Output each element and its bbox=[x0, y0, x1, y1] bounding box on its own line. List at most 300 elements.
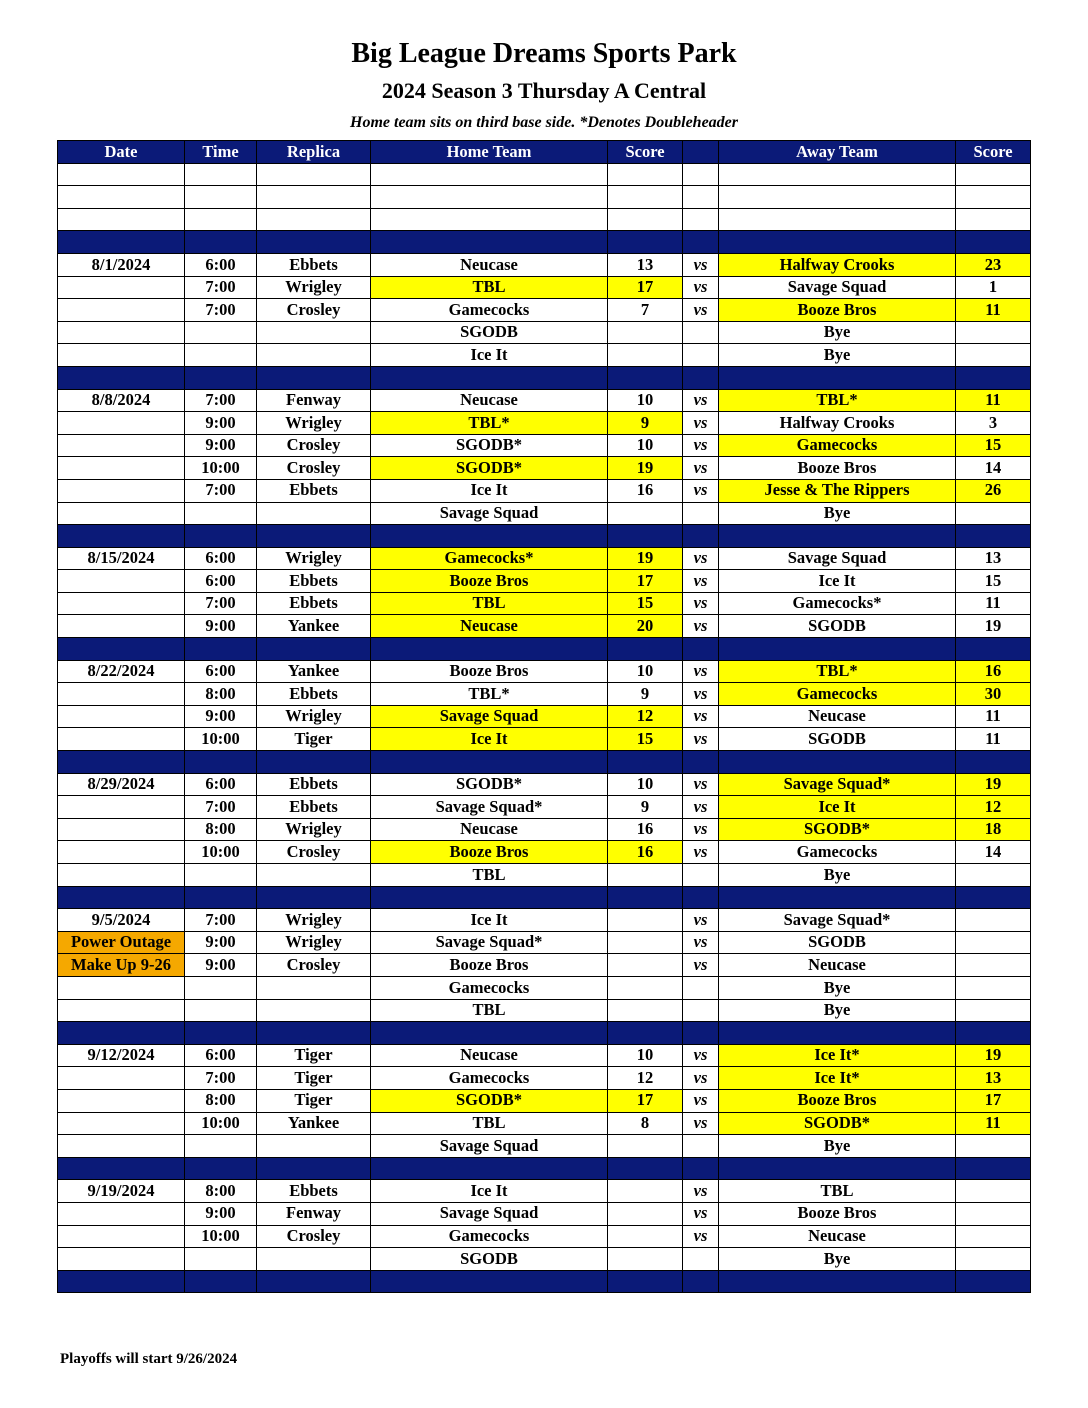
game-row bbox=[58, 592, 1031, 615]
cell-date bbox=[58, 1270, 185, 1293]
cell-date: 8/15/2024 bbox=[58, 547, 185, 570]
cell-home-team: Savage Squad* bbox=[371, 931, 608, 954]
cell-home-score: 16 bbox=[608, 818, 683, 841]
cell-time: 6:00 bbox=[185, 1044, 257, 1067]
cell-home-team: Gamecocks bbox=[371, 976, 608, 999]
cell-date bbox=[58, 751, 185, 774]
cell-away-team: Neucase bbox=[719, 1225, 956, 1248]
cell-home-score bbox=[608, 321, 683, 344]
cell-away-team: Jesse & The Rippers bbox=[719, 479, 956, 502]
cell-home-team bbox=[371, 186, 608, 209]
cell-replica: Ebbets bbox=[257, 253, 371, 276]
cell-away-team bbox=[719, 231, 956, 254]
game-row bbox=[58, 1067, 1031, 1090]
cell-away-team: Bye bbox=[719, 976, 956, 999]
cell-replica bbox=[257, 1157, 371, 1180]
cell-date bbox=[58, 683, 185, 706]
cell-away-team: Gamecocks bbox=[719, 841, 956, 864]
cell-replica: Ebbets bbox=[257, 570, 371, 593]
cell-away-team bbox=[719, 1022, 956, 1045]
cell-home-team: TBL* bbox=[371, 683, 608, 706]
cell-vs bbox=[683, 366, 719, 389]
cell-replica: Wrigley bbox=[257, 705, 371, 728]
cell-away-team: TBL* bbox=[719, 389, 956, 412]
cell-time: 9:00 bbox=[185, 954, 257, 977]
cell-home-score bbox=[608, 1270, 683, 1293]
cell-home-team: Gamecocks bbox=[371, 1225, 608, 1248]
cell-time bbox=[185, 186, 257, 209]
cell-home-team: TBL* bbox=[371, 412, 608, 435]
cell-time: 10:00 bbox=[185, 728, 257, 751]
cell-replica bbox=[257, 1135, 371, 1158]
cell-time bbox=[185, 1135, 257, 1158]
cell-away-team bbox=[719, 366, 956, 389]
cell-replica: Ebbets bbox=[257, 683, 371, 706]
cell-vs: vs bbox=[683, 1067, 719, 1090]
cell-away-score bbox=[956, 751, 1031, 774]
game-row bbox=[58, 976, 1031, 999]
cell-date bbox=[58, 163, 185, 186]
cell-replica: Wrigley bbox=[257, 412, 371, 435]
cell-home-score bbox=[608, 186, 683, 209]
cell-replica: Wrigley bbox=[257, 931, 371, 954]
cell-date bbox=[58, 344, 185, 367]
cell-date: 9/19/2024 bbox=[58, 1180, 185, 1203]
cell-date bbox=[58, 479, 185, 502]
cell-vs: vs bbox=[683, 592, 719, 615]
cell-away-team: Bye bbox=[719, 502, 956, 525]
cell-home-team bbox=[371, 525, 608, 548]
cell-home-team: SGODB* bbox=[371, 1089, 608, 1112]
cell-vs bbox=[683, 999, 719, 1022]
cell-away-team: TBL* bbox=[719, 660, 956, 683]
cell-vs: vs bbox=[683, 412, 719, 435]
cell-away-score: 13 bbox=[956, 1067, 1031, 1090]
cell-date: 9/12/2024 bbox=[58, 1044, 185, 1067]
cell-home-score bbox=[608, 751, 683, 774]
cell-date bbox=[58, 299, 185, 322]
cell-date bbox=[58, 705, 185, 728]
cell-replica bbox=[257, 886, 371, 909]
cell-vs: vs bbox=[683, 299, 719, 322]
cell-home-score: 13 bbox=[608, 253, 683, 276]
cell-time bbox=[185, 502, 257, 525]
week-separator-row bbox=[58, 638, 1031, 661]
cell-vs: vs bbox=[683, 954, 719, 977]
cell-away-team: SGODB bbox=[719, 615, 956, 638]
week-separator-row bbox=[58, 366, 1031, 389]
cell-replica: Crosley bbox=[257, 434, 371, 457]
game-row bbox=[58, 321, 1031, 344]
cell-away-team: Neucase bbox=[719, 705, 956, 728]
cell-replica: Crosley bbox=[257, 954, 371, 977]
cell-home-team: Booze Bros bbox=[371, 841, 608, 864]
cell-time: 9:00 bbox=[185, 1202, 257, 1225]
cell-home-score bbox=[608, 231, 683, 254]
cell-home-score: 12 bbox=[608, 1067, 683, 1090]
game-row bbox=[58, 434, 1031, 457]
cell-time: 8:00 bbox=[185, 1089, 257, 1112]
cell-home-score: 15 bbox=[608, 728, 683, 751]
game-row bbox=[58, 276, 1031, 299]
col-header-time: Time bbox=[185, 141, 257, 164]
cell-away-team: Ice It bbox=[719, 570, 956, 593]
cell-time bbox=[185, 208, 257, 231]
cell-replica: Yankee bbox=[257, 615, 371, 638]
cell-replica: Fenway bbox=[257, 389, 371, 412]
cell-away-team bbox=[719, 1157, 956, 1180]
cell-home-score: 16 bbox=[608, 841, 683, 864]
cell-home-team: Ice It bbox=[371, 909, 608, 932]
cell-away-team: TBL bbox=[719, 1180, 956, 1203]
cell-home-score: 8 bbox=[608, 1112, 683, 1135]
cell-home-team: Booze Bros bbox=[371, 954, 608, 977]
cell-time: 8:00 bbox=[185, 818, 257, 841]
cell-home-score bbox=[608, 886, 683, 909]
cell-away-team: Bye bbox=[719, 321, 956, 344]
cell-away-score: 26 bbox=[956, 479, 1031, 502]
cell-vs bbox=[683, 864, 719, 887]
cell-home-team: Savage Squad bbox=[371, 1135, 608, 1158]
cell-time: 6:00 bbox=[185, 253, 257, 276]
game-row bbox=[58, 1044, 1031, 1067]
cell-away-team bbox=[719, 186, 956, 209]
cell-time bbox=[185, 638, 257, 661]
cell-date: 8/29/2024 bbox=[58, 773, 185, 796]
cell-away-score bbox=[956, 186, 1031, 209]
col-header-date: Date bbox=[58, 141, 185, 164]
cell-away-team: Booze Bros bbox=[719, 457, 956, 480]
cell-away-score bbox=[956, 931, 1031, 954]
cell-date bbox=[58, 1089, 185, 1112]
game-row bbox=[58, 344, 1031, 367]
week-separator-row bbox=[58, 886, 1031, 909]
cell-date bbox=[58, 208, 185, 231]
cell-away-team: Halfway Crooks bbox=[719, 253, 956, 276]
cell-away-score: 14 bbox=[956, 457, 1031, 480]
cell-replica bbox=[257, 344, 371, 367]
cell-away-team: Bye bbox=[719, 1135, 956, 1158]
cell-replica bbox=[257, 163, 371, 186]
cell-away-score bbox=[956, 1225, 1031, 1248]
cell-away-score: 14 bbox=[956, 841, 1031, 864]
cell-vs bbox=[683, 976, 719, 999]
cell-time: 10:00 bbox=[185, 457, 257, 480]
cell-date bbox=[58, 412, 185, 435]
cell-away-score bbox=[956, 231, 1031, 254]
game-row bbox=[58, 502, 1031, 525]
cell-date bbox=[58, 1022, 185, 1045]
cell-away-score: 19 bbox=[956, 1044, 1031, 1067]
cell-replica: Tiger bbox=[257, 1067, 371, 1090]
cell-time: 8:00 bbox=[185, 683, 257, 706]
cell-home-score: 9 bbox=[608, 796, 683, 819]
game-row bbox=[58, 1180, 1031, 1203]
cell-vs bbox=[683, 231, 719, 254]
cell-away-score bbox=[956, 502, 1031, 525]
cell-replica bbox=[257, 366, 371, 389]
week-separator-row bbox=[58, 525, 1031, 548]
cell-replica: Tiger bbox=[257, 728, 371, 751]
cell-home-team: TBL bbox=[371, 864, 608, 887]
cell-away-team: Bye bbox=[719, 864, 956, 887]
cell-away-score bbox=[956, 525, 1031, 548]
cell-date bbox=[58, 615, 185, 638]
cell-away-team: SGODB bbox=[719, 931, 956, 954]
cell-home-team: SGODB* bbox=[371, 457, 608, 480]
cell-away-score: 12 bbox=[956, 796, 1031, 819]
cell-away-score bbox=[956, 1202, 1031, 1225]
cell-home-score bbox=[608, 163, 683, 186]
cell-home-score: 17 bbox=[608, 570, 683, 593]
cell-away-team: Ice It* bbox=[719, 1044, 956, 1067]
col-header-home-team: Home Team bbox=[371, 141, 608, 164]
cell-away-score bbox=[956, 864, 1031, 887]
cell-time: 6:00 bbox=[185, 547, 257, 570]
cell-date bbox=[58, 434, 185, 457]
cell-away-score bbox=[956, 1135, 1031, 1158]
cell-replica bbox=[257, 976, 371, 999]
cell-home-team bbox=[371, 366, 608, 389]
cell-vs bbox=[683, 344, 719, 367]
game-row bbox=[58, 615, 1031, 638]
cell-vs: vs bbox=[683, 796, 719, 819]
cell-away-score: 13 bbox=[956, 547, 1031, 570]
cell-home-score: 10 bbox=[608, 1044, 683, 1067]
cell-replica: Ebbets bbox=[257, 479, 371, 502]
cell-away-team: Savage Squad* bbox=[719, 909, 956, 932]
cell-away-team: Gamecocks* bbox=[719, 592, 956, 615]
cell-vs: vs bbox=[683, 1202, 719, 1225]
game-row bbox=[58, 570, 1031, 593]
cell-date bbox=[58, 999, 185, 1022]
cell-away-score bbox=[956, 163, 1031, 186]
cell-vs bbox=[683, 638, 719, 661]
cell-away-score bbox=[956, 1022, 1031, 1045]
cell-time bbox=[185, 864, 257, 887]
cell-away-score: 3 bbox=[956, 412, 1031, 435]
cell-home-score bbox=[608, 864, 683, 887]
cell-date bbox=[58, 231, 185, 254]
cell-replica: Ebbets bbox=[257, 773, 371, 796]
cell-date bbox=[58, 976, 185, 999]
page-subtitle: 2024 Season 3 Thursday A Central bbox=[381, 78, 707, 103]
cell-date bbox=[58, 592, 185, 615]
cell-time bbox=[185, 999, 257, 1022]
cell-vs: vs bbox=[683, 253, 719, 276]
cell-home-team: Ice It bbox=[371, 344, 608, 367]
cell-replica bbox=[257, 502, 371, 525]
cell-vs bbox=[683, 886, 719, 909]
cell-away-score: 11 bbox=[956, 299, 1031, 322]
cell-home-score: 17 bbox=[608, 276, 683, 299]
cell-away-team: Neucase bbox=[719, 954, 956, 977]
cell-time bbox=[185, 976, 257, 999]
cell-time bbox=[185, 231, 257, 254]
game-row bbox=[58, 864, 1031, 887]
week-separator-row bbox=[58, 1022, 1031, 1045]
cell-home-team: Neucase bbox=[371, 1044, 608, 1067]
cell-date bbox=[58, 638, 185, 661]
cell-away-score bbox=[956, 208, 1031, 231]
cell-away-team: SGODB bbox=[719, 728, 956, 751]
cell-time bbox=[185, 525, 257, 548]
cell-away-score: 19 bbox=[956, 615, 1031, 638]
cell-replica bbox=[257, 1022, 371, 1045]
cell-time: 9:00 bbox=[185, 931, 257, 954]
cell-vs: vs bbox=[683, 660, 719, 683]
cell-away-score: 30 bbox=[956, 683, 1031, 706]
cell-away-score bbox=[956, 1157, 1031, 1180]
cell-home-score bbox=[608, 1135, 683, 1158]
cell-date bbox=[58, 886, 185, 909]
cell-home-score bbox=[608, 1248, 683, 1271]
game-row bbox=[58, 479, 1031, 502]
cell-date bbox=[58, 864, 185, 887]
cell-away-team: Gamecocks bbox=[719, 683, 956, 706]
cell-vs: vs bbox=[683, 1112, 719, 1135]
cell-time: 9:00 bbox=[185, 615, 257, 638]
cell-home-team bbox=[371, 163, 608, 186]
blank-row bbox=[58, 208, 1031, 231]
cell-replica bbox=[257, 1270, 371, 1293]
week-separator-row bbox=[58, 1157, 1031, 1180]
cell-date: Power Outage bbox=[58, 931, 185, 954]
cell-home-score: 10 bbox=[608, 434, 683, 457]
cell-home-team bbox=[371, 638, 608, 661]
cell-home-team: Savage Squad bbox=[371, 502, 608, 525]
cell-date bbox=[58, 186, 185, 209]
game-row bbox=[58, 1112, 1031, 1135]
cell-away-team bbox=[719, 163, 956, 186]
cell-time: 7:00 bbox=[185, 299, 257, 322]
cell-replica: Tiger bbox=[257, 1089, 371, 1112]
cell-time: 9:00 bbox=[185, 412, 257, 435]
cell-home-team: Ice It bbox=[371, 728, 608, 751]
cell-date: Make Up 9-26 bbox=[58, 954, 185, 977]
cell-home-score bbox=[608, 525, 683, 548]
cell-home-score: 12 bbox=[608, 705, 683, 728]
cell-time: 7:00 bbox=[185, 479, 257, 502]
cell-time: 10:00 bbox=[185, 841, 257, 864]
cell-home-team: TBL bbox=[371, 999, 608, 1022]
cell-home-team: Gamecocks bbox=[371, 299, 608, 322]
cell-date bbox=[58, 276, 185, 299]
cell-replica: Tiger bbox=[257, 1044, 371, 1067]
cell-away-team bbox=[719, 208, 956, 231]
cell-replica: Crosley bbox=[257, 1225, 371, 1248]
cell-away-score: 15 bbox=[956, 570, 1031, 593]
game-row bbox=[58, 253, 1031, 276]
cell-vs: vs bbox=[683, 479, 719, 502]
cell-away-score bbox=[956, 638, 1031, 661]
cell-home-team bbox=[371, 1270, 608, 1293]
cell-replica bbox=[257, 208, 371, 231]
cell-vs: vs bbox=[683, 570, 719, 593]
cell-home-team: Neucase bbox=[371, 253, 608, 276]
cell-home-score: 9 bbox=[608, 412, 683, 435]
cell-away-team: Savage Squad bbox=[719, 276, 956, 299]
col-header-away-score: Score bbox=[956, 141, 1031, 164]
cell-home-score bbox=[608, 1202, 683, 1225]
cell-vs: vs bbox=[683, 1225, 719, 1248]
cell-home-score: 16 bbox=[608, 479, 683, 502]
cell-vs: vs bbox=[683, 457, 719, 480]
cell-home-score: 15 bbox=[608, 592, 683, 615]
cell-replica bbox=[257, 999, 371, 1022]
cell-away-team: Booze Bros bbox=[719, 1089, 956, 1112]
cell-home-team: SGODB* bbox=[371, 773, 608, 796]
cell-time: 6:00 bbox=[185, 660, 257, 683]
cell-home-score bbox=[608, 954, 683, 977]
cell-away-score bbox=[956, 909, 1031, 932]
cell-home-score bbox=[608, 976, 683, 999]
cell-away-score: 23 bbox=[956, 253, 1031, 276]
cell-home-score bbox=[608, 1157, 683, 1180]
col-header-away-team: Away Team bbox=[719, 141, 956, 164]
cell-away-team bbox=[719, 638, 956, 661]
game-row bbox=[58, 728, 1031, 751]
cell-replica: Yankee bbox=[257, 1112, 371, 1135]
game-row bbox=[58, 954, 1031, 977]
header-row bbox=[58, 141, 1031, 164]
cell-date bbox=[58, 366, 185, 389]
cell-date bbox=[58, 841, 185, 864]
cell-time: 6:00 bbox=[185, 570, 257, 593]
col-header-home-score: Score bbox=[608, 141, 683, 164]
cell-time: 9:00 bbox=[185, 434, 257, 457]
cell-date bbox=[58, 818, 185, 841]
cell-away-score bbox=[956, 344, 1031, 367]
cell-away-team: Ice It* bbox=[719, 1067, 956, 1090]
cell-vs bbox=[683, 502, 719, 525]
cell-home-score bbox=[608, 1225, 683, 1248]
cell-replica: Crosley bbox=[257, 299, 371, 322]
cell-replica: Wrigley bbox=[257, 276, 371, 299]
cell-time: 7:00 bbox=[185, 389, 257, 412]
cell-away-team: Savage Squad* bbox=[719, 773, 956, 796]
cell-home-team: SGODB bbox=[371, 321, 608, 344]
cell-replica: Wrigley bbox=[257, 909, 371, 932]
cell-replica bbox=[257, 751, 371, 774]
cell-vs: vs bbox=[683, 1044, 719, 1067]
cell-vs: vs bbox=[683, 615, 719, 638]
week-separator-row bbox=[58, 751, 1031, 774]
game-row bbox=[58, 1135, 1031, 1158]
cell-vs bbox=[683, 321, 719, 344]
col-header-replica: Replica bbox=[257, 141, 371, 164]
cell-replica: Ebbets bbox=[257, 796, 371, 819]
cell-time bbox=[185, 886, 257, 909]
cell-away-team: Bye bbox=[719, 1248, 956, 1271]
cell-away-score: 17 bbox=[956, 1089, 1031, 1112]
cell-time: 6:00 bbox=[185, 773, 257, 796]
cell-home-team: SGODB* bbox=[371, 434, 608, 457]
page-title: Big League Dreams Sports Park bbox=[351, 38, 737, 69]
game-row bbox=[58, 683, 1031, 706]
cell-replica: Wrigley bbox=[257, 547, 371, 570]
cell-home-team: TBL bbox=[371, 1112, 608, 1135]
cell-date bbox=[58, 796, 185, 819]
game-row bbox=[58, 299, 1031, 322]
cell-replica bbox=[257, 186, 371, 209]
cell-replica: Ebbets bbox=[257, 592, 371, 615]
cell-date bbox=[58, 1112, 185, 1135]
cell-away-score bbox=[956, 999, 1031, 1022]
game-row bbox=[58, 796, 1031, 819]
cell-home-score: 10 bbox=[608, 660, 683, 683]
cell-date bbox=[58, 728, 185, 751]
